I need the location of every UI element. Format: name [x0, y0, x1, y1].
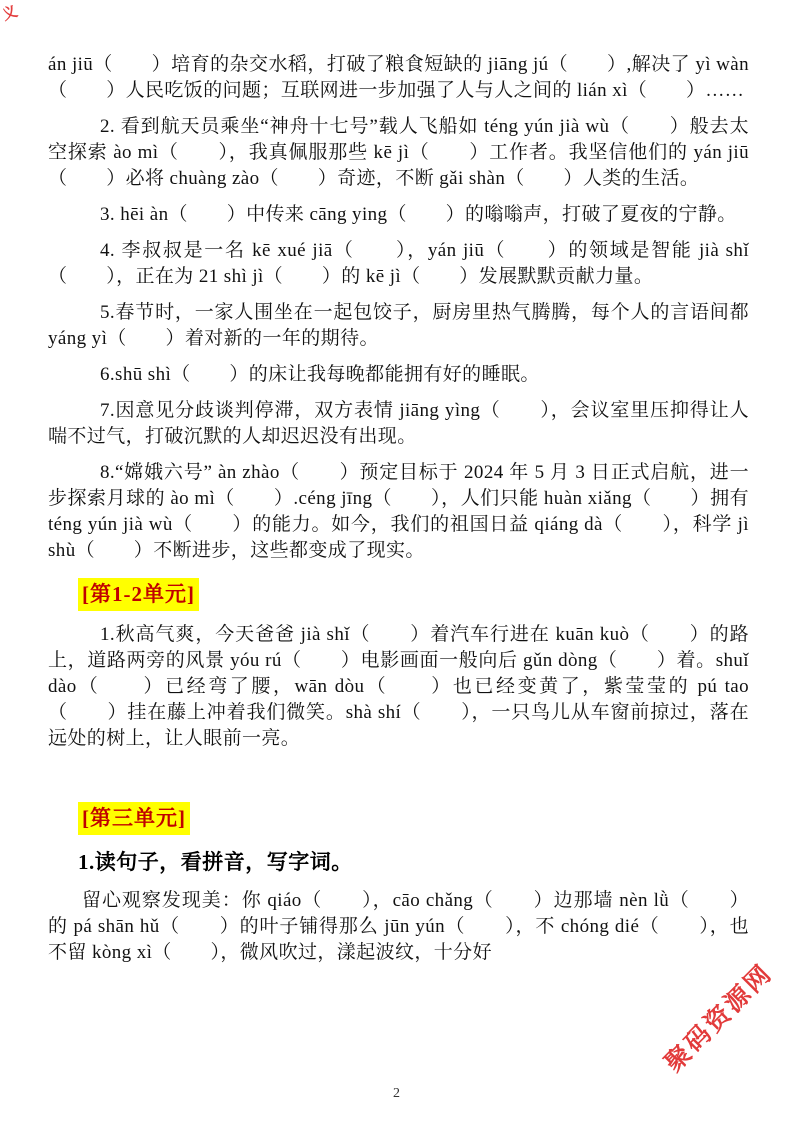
paragraph-unit12-item-1: 1.秋高气爽，今天爸爸 jià shǐ（ ）着汽车行进在 kuān kuò（ ）的路上，道路两旁的风景 yóu rú（ ）电影画面一般向后 gǔn dòng（ ）着。shuǐ dào（ ）已经弯了腰，wān dòu（ ）也已经变黄了，紫莹莹的 pú tao（ ）挂在藤上冲着我们微笑。shà shí（ ），一只鸟儿从车窗前掠过，落在远处的树上，让人眼前一亮。 — [48, 624, 749, 749]
site-watermark: 聚码资源网 — [660, 959, 779, 1078]
paragraph-item-4: 4. 李叔叔是一名 kē xué jiā（ ），yán jiū（ ）的领域是智能 jià shǐ（ ），正在为 21 shì jì（ ）的 kē jì（ ）发展默默贡献力量。 — [48, 240, 749, 287]
paragraph-unit3-item-1: 留心观察发现美：你 qiáo（ ），cāo chǎng（ ）边那墙 nèn lǜ（ ）的 pá shān hǔ（ ）的叶子铺得那么 jūn yún（ ），不 chóng dié（ ），也不留 kòng xì（ ），微风吹过，漾起波纹，十分好 — [48, 890, 749, 963]
paragraph-item-6: 6.shū shì（ ）的床让我每晚都能拥有好的睡眠。 — [100, 364, 540, 385]
paragraph-item-8: 8.“嫦娥六号” àn zhào（ ）预定目标于 2024 年 5 月 3 日正式启航，进一步探索月球的 ào mì（ ）.céng jīng（ ），人们只能 huàn xiǎng（ ）拥有 téng yún jià wù（ ）的能力。如今，我们的祖国日益 qiáng dà（ ），科学 jì shù（ ）不断进步，这些都变成了现实。 — [48, 462, 749, 561]
section-header-unit-1-2 — [78, 578, 749, 612]
paragraph-item-7: 7.因意见分歧谈判停滞，双方表情 jiāng yìng（ ），会议室里压抑得让人喘不过气，打破沉默的人却迟迟没有出现。 — [48, 400, 749, 447]
paragraph-item-3: 3. hēi àn（ ）中传来 cāng ying（ ）的嗡嗡声，打破了夏夜的宁静。 — [100, 204, 737, 225]
section-header-unit-3 — [78, 802, 749, 836]
paragraph-intro-continuation: án jiū（ ）培育的杂交水稻，打破了粮食短缺的 jiāng jú（ ）,解决了 yì wàn（ ）人民吃饭的问题；互联网进一步加强了人与人之间的 lián xì（ ）…… — [48, 54, 749, 101]
section-header-unit-1-2-label: [第1-2单元] — [78, 578, 199, 611]
paragraph-item-5: 5.春节时，一家人围坐在一起包饺子，厨房里热气腾腾，每个人的言语间都 yáng yì（ ）着对新的一年的期待。 — [48, 302, 749, 349]
exercise-heading: 1.读句子，看拼音，写字词。 — [78, 850, 353, 874]
page-number: 2 — [393, 1086, 400, 1101]
paragraph-item-2: 2. 看到航天员乘坐“神舟十七号”载人飞船如 téng yún jià wù（ ）般去太空探索 ào mì（ ），我真佩服那些 kē jì（ ）工作者。我坚信他们的 yán jiū（ ）必将 chuàng zào（ ）奇迹，不断 gǎi shàn（ ）人类的生活。 — [48, 116, 749, 189]
section-header-unit-3-label: [第三单元] — [78, 802, 190, 835]
corner-watermark-fragment: 义 — [0, 3, 20, 24]
